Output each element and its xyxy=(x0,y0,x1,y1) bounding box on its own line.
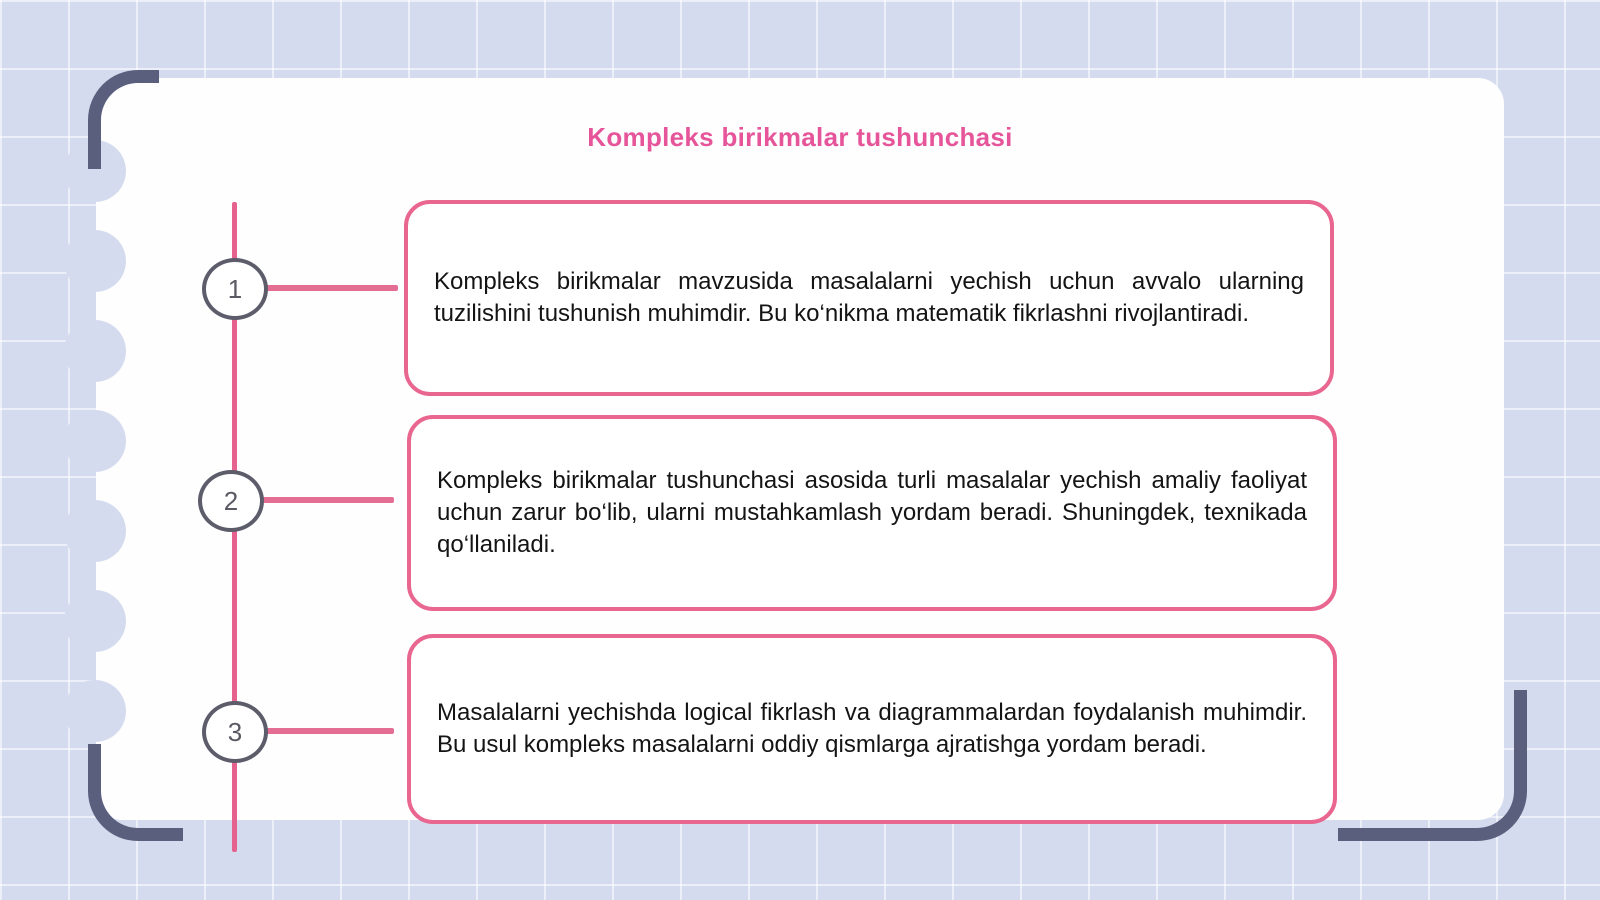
slide-title: Kompleks birikmalar tushunchasi xyxy=(587,122,1013,152)
step-number-badge: 1 xyxy=(202,258,268,320)
step-number-badge: 3 xyxy=(202,701,268,763)
connector-line xyxy=(262,497,394,503)
step-card xyxy=(404,200,1334,396)
binder-notch xyxy=(64,320,126,382)
corner-bracket-bottom-left xyxy=(88,744,183,841)
step-description: Kompleks birikmalar mavzusida masalalarni yechish uchun avvalo ularning tuzilishini tushunish muhimdir. Bu ko‘nikma matematik fikrlashni rivojlantiradi. xyxy=(434,268,1304,327)
step-description: Masalalarni yechishda logical fikrlash va diagrammalardan foydalanish muhimdir. Bu usul kompleks masalalarni oddiy qismlarga ajratishga yordam beradi. xyxy=(437,699,1307,758)
connector-line xyxy=(264,728,394,734)
connector-line xyxy=(264,285,398,291)
binder-notch xyxy=(64,230,126,292)
step-card xyxy=(407,415,1337,611)
step-number-badge: 2 xyxy=(198,470,264,532)
binder-notch xyxy=(64,410,126,472)
corner-bracket-top-left xyxy=(88,70,159,169)
binder-notch xyxy=(64,500,126,562)
binder-notch xyxy=(64,680,126,742)
step-card xyxy=(407,634,1337,824)
step-description: Kompleks birikmalar tushunchasi asosida turli masalalar yechish amaliy faoliyat uchun zarur bo‘lib, ularni mustahkamlash yordam beradi. Shuningdek, texnikada qo‘llaniladi. xyxy=(437,467,1307,558)
corner-bracket-bottom-right xyxy=(1338,690,1527,841)
binder-notch xyxy=(64,590,126,652)
